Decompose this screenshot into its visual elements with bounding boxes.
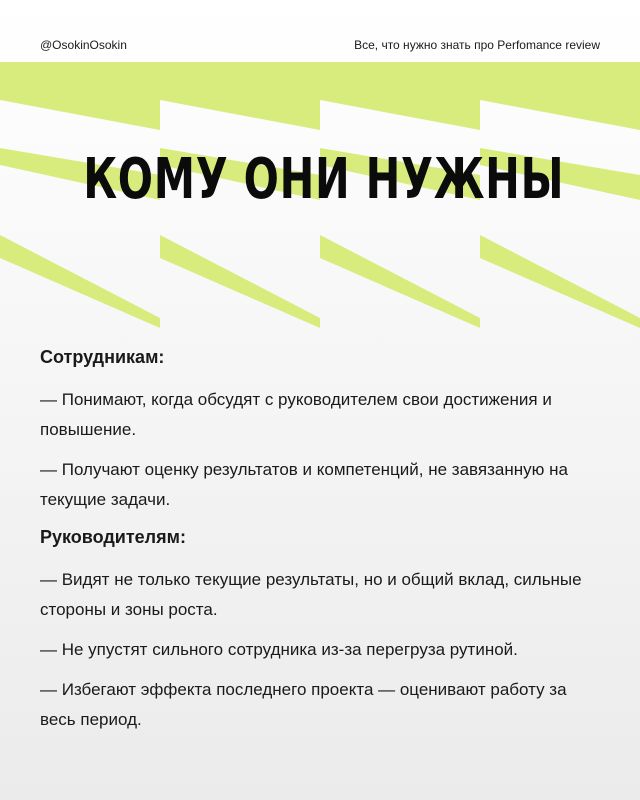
author-handle: @OsokinOsokin (40, 38, 127, 52)
list-item: — Получают оценку результатов и компетенций, не завязанную на текущие задачи. (40, 460, 568, 509)
section-heading-managers: Руководителям: (40, 527, 186, 547)
series-title: Все, что нужно знать про Perfomance review (354, 38, 600, 52)
header (40, 38, 600, 52)
list-item: — Не упустят сильного сотрудника из-за перегруза рутиной. (40, 640, 518, 659)
section-heading-employees: Сотрудникам: (40, 347, 165, 367)
list-item: — Избегают эффекта последнего проекта — оценивают работу за весь период. (40, 680, 567, 729)
list-item: — Понимают, когда обсудят с руководителем свои достижения и повышение. (40, 390, 552, 439)
main-content (40, 345, 600, 745)
page-title: КОМУ ОНИ НУЖНЫ (83, 147, 565, 212)
list-item: — Видят не только текущие результаты, но и общий вклад, сильные стороны и зоны роста. (40, 570, 582, 619)
